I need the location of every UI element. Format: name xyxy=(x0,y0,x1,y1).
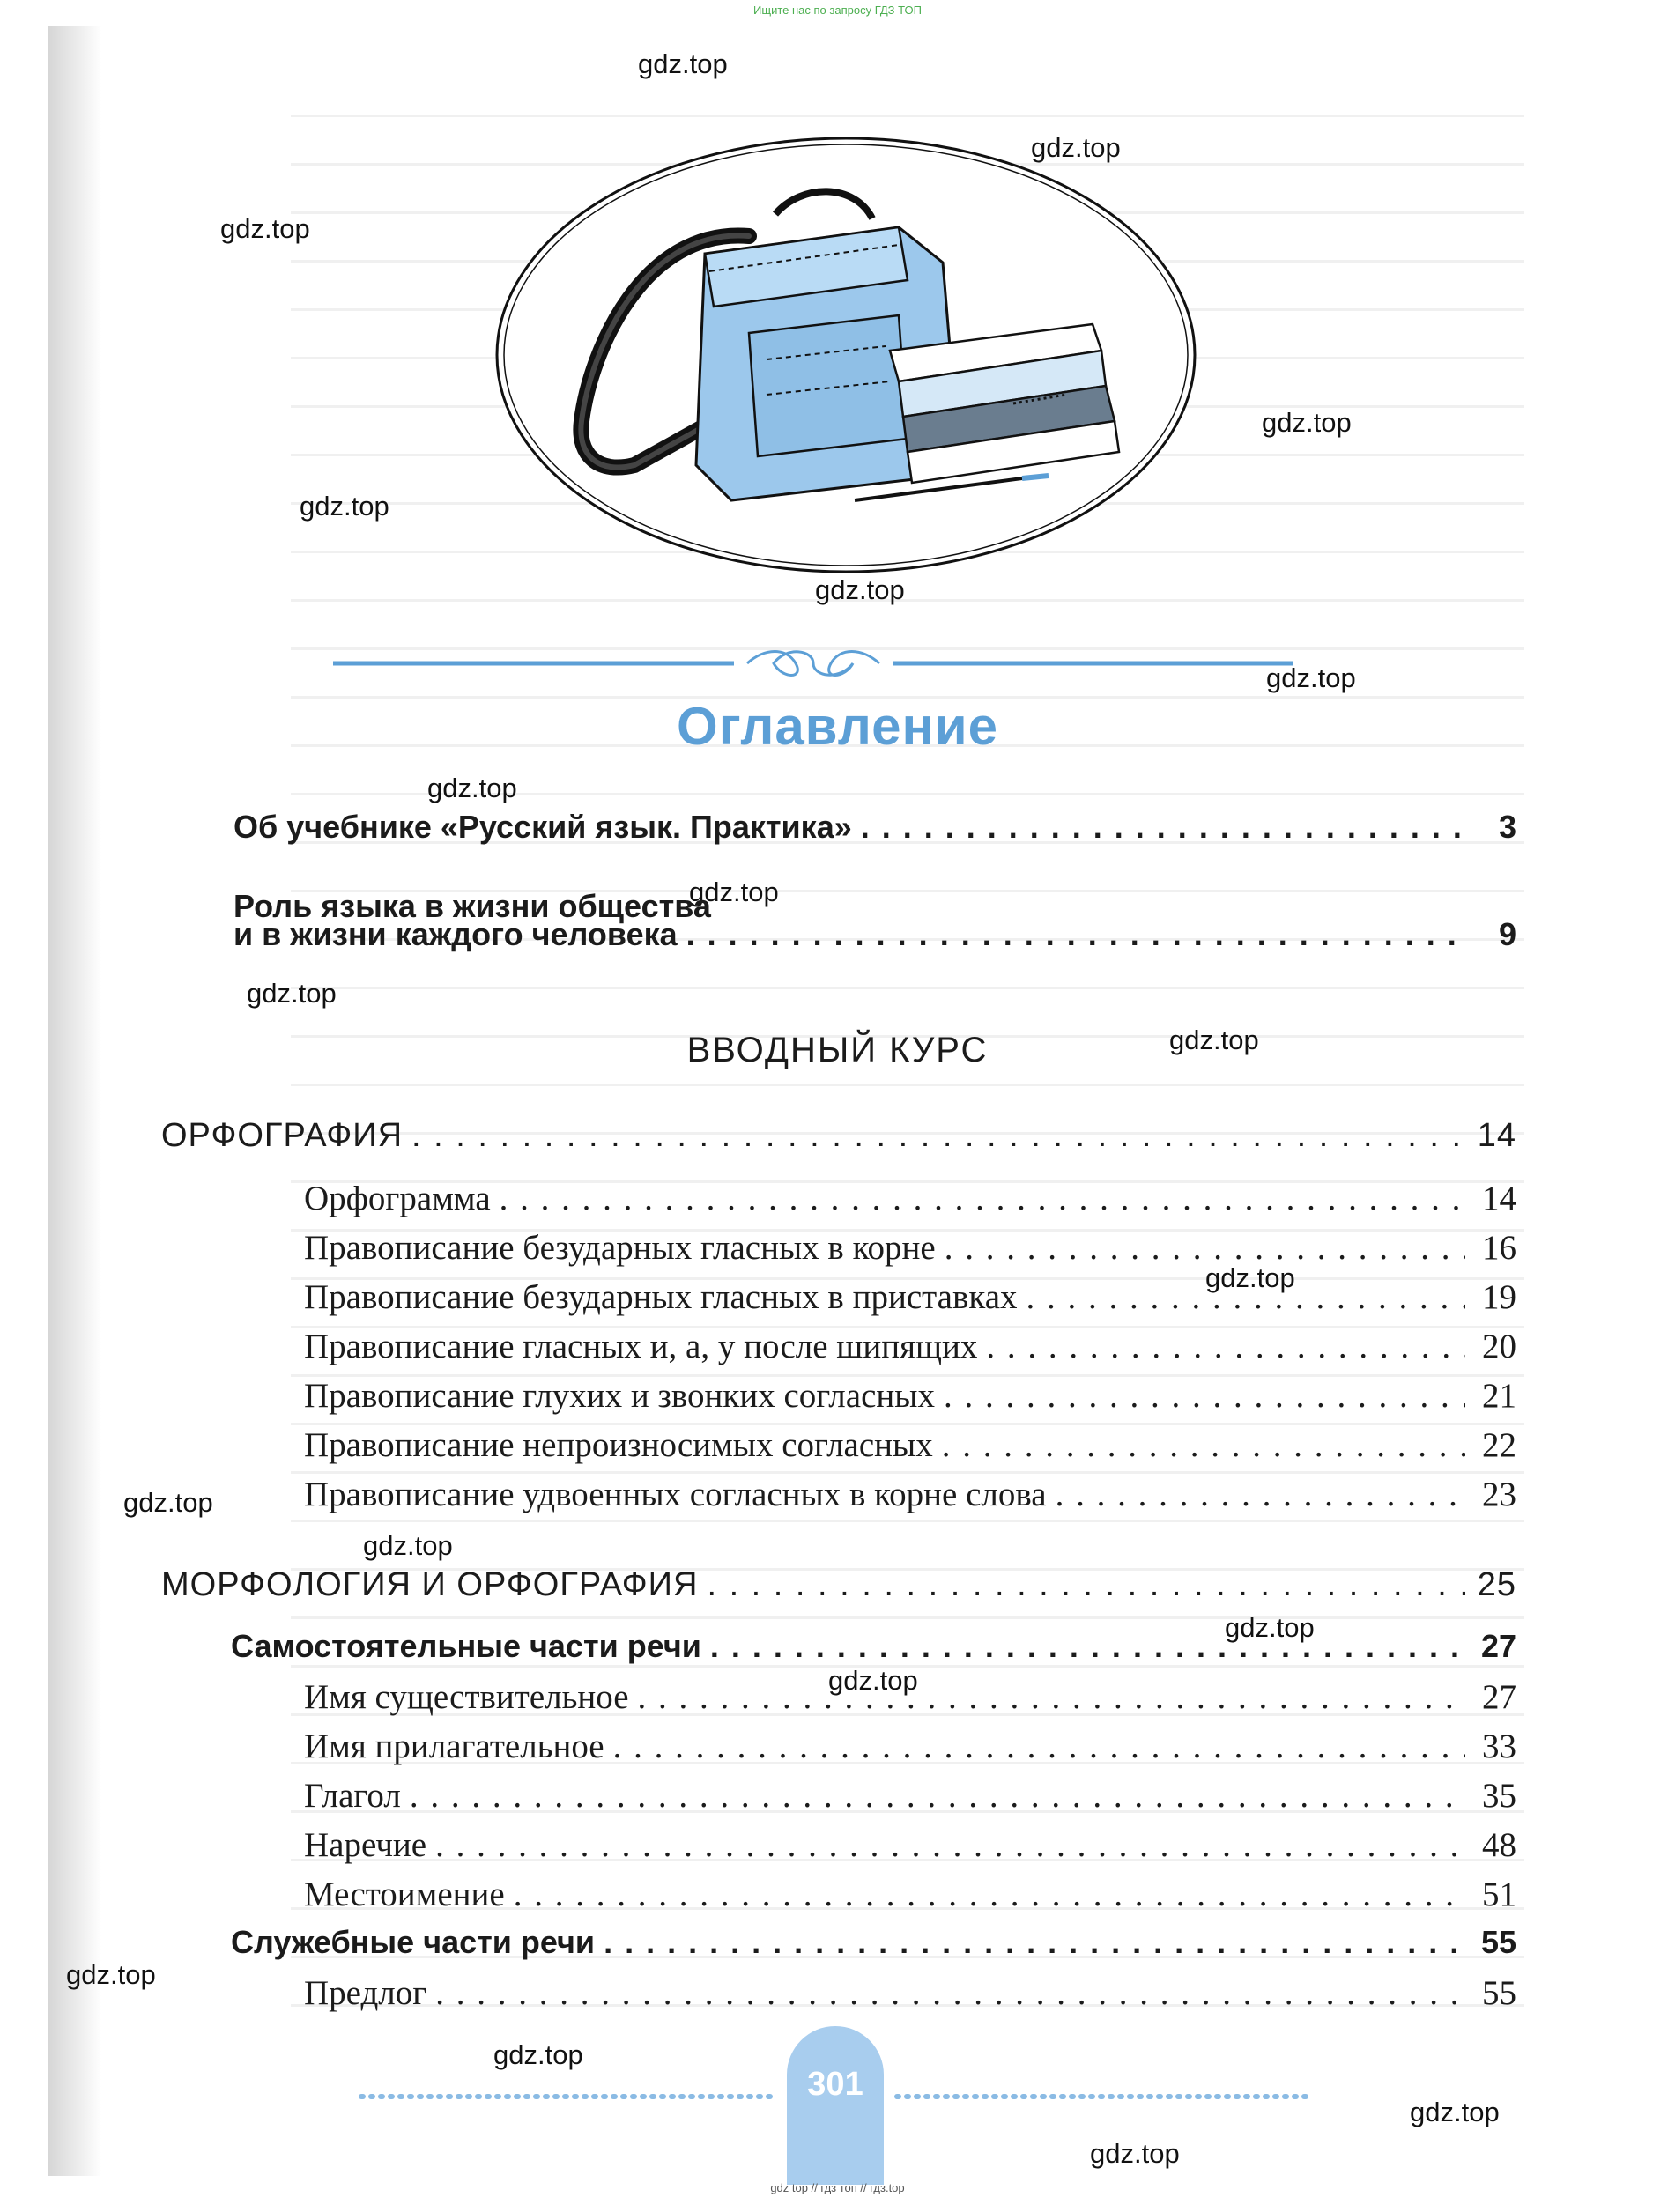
toc-entry-label: Правописание непроизносимых согласных xyxy=(304,1426,933,1464)
toc-entry-page: 35 xyxy=(1482,1777,1516,1815)
toc-title: Оглавление xyxy=(677,697,998,756)
toc-entry-label: Об учебнике «Русский язык. Практика» xyxy=(233,809,852,845)
toc-entry-label: Правописание глухих и звонких согласных xyxy=(304,1377,935,1415)
toc-entry[interactable] xyxy=(304,1277,1516,1317)
dot-leader xyxy=(710,1628,1465,1665)
toc-entry[interactable] xyxy=(304,1425,1516,1465)
section-heading: ВВОДНЫЙ КУРС xyxy=(686,1031,989,1069)
dot-leader xyxy=(410,1776,1465,1816)
watermark: gdz.top xyxy=(427,773,517,803)
toc-entry[interactable] xyxy=(304,1179,1516,1218)
toc-entry-page: 19 xyxy=(1482,1278,1516,1316)
dot-leader xyxy=(861,809,1465,846)
watermark: gdz.top xyxy=(1410,2097,1500,2127)
dot-leader xyxy=(945,1228,1465,1268)
watermark: gdz.top xyxy=(1205,1262,1295,1293)
toc-entry-page: 22 xyxy=(1482,1426,1516,1464)
toc-entry-page: 9 xyxy=(1498,916,1516,952)
toc-entry-page: 48 xyxy=(1482,1826,1516,1864)
dot-leader xyxy=(1056,1475,1465,1514)
backpack-books-illustration xyxy=(485,130,1207,580)
watermark: gdz.top xyxy=(689,877,779,907)
dot-leader xyxy=(707,1566,1465,1604)
toc-entry[interactable] xyxy=(304,1825,1516,1865)
watermark: gdz.top xyxy=(1031,132,1121,163)
toc-entry-label: Наречие xyxy=(304,1826,427,1864)
toc-entry[interactable] xyxy=(304,1727,1516,1766)
toc-entry-page: 3 xyxy=(1498,809,1516,845)
toc-entry-page: 51 xyxy=(1482,1875,1516,1913)
watermark: gdz.top xyxy=(220,213,310,244)
watermark: gdz.top xyxy=(1090,2138,1180,2169)
watermark: gdz.top xyxy=(1169,1025,1259,1055)
toc-entry-label-line1: Роль языка в жизни общества xyxy=(233,888,711,924)
toc-entry-page: 33 xyxy=(1482,1727,1516,1765)
toc-entry-label: Самостоятельные части речи xyxy=(231,1628,701,1664)
toc-entry-page: 55 xyxy=(1480,1924,1516,1960)
dot-leader xyxy=(613,1727,1465,1766)
toc-entry-label: Правописание безударных гласных в приставках xyxy=(304,1278,1018,1316)
toc-entry-page: 16 xyxy=(1482,1229,1516,1267)
toc-subheading[interactable] xyxy=(231,1628,1516,1665)
toc-entry-label-line2: и в жизни каждого человека xyxy=(233,916,678,952)
dot-leader xyxy=(638,1677,1465,1717)
decorative-divider xyxy=(333,646,1293,681)
toc-entry-label: ОРФОГРАФИЯ xyxy=(161,1117,404,1154)
toc-entry-page: 27 xyxy=(1480,1628,1516,1664)
watermark: gdz.top xyxy=(828,1665,918,1696)
toc-subheading[interactable] xyxy=(231,1924,1516,1961)
toc-entry-page: 20 xyxy=(1482,1328,1516,1365)
dot-leader xyxy=(604,1924,1465,1961)
dot-leader xyxy=(686,916,1465,953)
book-spine-shadow xyxy=(48,26,101,2176)
dot-leader xyxy=(986,1327,1465,1366)
toc-entry[interactable] xyxy=(304,1475,1516,1514)
dot-leader xyxy=(500,1179,1465,1218)
toc-entry-label: Предлог xyxy=(304,1974,427,2012)
toc-entry-label: Орфограмма xyxy=(304,1180,491,1217)
dot-leader xyxy=(942,1425,1465,1465)
toc-part-heading[interactable] xyxy=(161,1566,1516,1604)
toc-entry-page: 14 xyxy=(1477,1117,1516,1154)
dot-leader xyxy=(514,1875,1465,1914)
watermark: gdz.top xyxy=(247,978,337,1009)
toc-entry[interactable] xyxy=(304,1327,1516,1366)
watermark: gdz.top xyxy=(123,1487,213,1518)
toc-entry-page: 25 xyxy=(1477,1566,1516,1603)
toc-entry-page: 27 xyxy=(1482,1678,1516,1716)
toc-entry[interactable] xyxy=(304,1376,1516,1416)
page-number-tab xyxy=(787,2026,884,2185)
dot-leader xyxy=(411,1117,1465,1155)
toc-entry-page: 23 xyxy=(1482,1476,1516,1513)
toc-entry-label: Служебные части речи xyxy=(231,1924,596,1960)
toc-entry[interactable] xyxy=(304,1875,1516,1914)
page-number: 301 xyxy=(807,2066,863,2103)
toc-entry[interactable] xyxy=(304,1973,1516,2013)
header-note: Ищите нас по запросу ГДЗ ТОП xyxy=(753,4,922,17)
toc-entry[interactable] xyxy=(233,916,1516,953)
toc-entry[interactable] xyxy=(304,1228,1516,1268)
watermark: gdz.top xyxy=(1262,407,1352,438)
toc-entry[interactable] xyxy=(233,809,1516,846)
toc-entry-label: Имя прилагательное xyxy=(304,1727,604,1765)
toc-entry-label: Правописание безударных гласных в корне xyxy=(304,1229,936,1267)
toc-entry[interactable] xyxy=(304,1677,1516,1717)
toc-entry-page: 21 xyxy=(1482,1377,1516,1415)
watermark: gdz.top xyxy=(638,48,728,79)
toc-entry-page: 55 xyxy=(1482,1974,1516,2012)
toc-entry[interactable] xyxy=(304,1776,1516,1816)
dot-leader xyxy=(435,1825,1465,1865)
watermark: gdz.top xyxy=(66,1959,156,1990)
watermark: gdz.top xyxy=(363,1530,453,1561)
toc-entry-label: МОРФОЛОГИЯ И ОРФОГРАФИЯ xyxy=(161,1566,699,1603)
toc-part-heading[interactable] xyxy=(161,1117,1516,1155)
watermark: gdz.top xyxy=(1266,662,1356,693)
dot-leader xyxy=(435,1973,1465,2013)
toc-entry-label: Глагол xyxy=(304,1777,401,1815)
toc-entry-label: Местоимение xyxy=(304,1875,505,1913)
toc-entry-label: Правописание удвоенных согласных в корне слова xyxy=(304,1476,1047,1513)
watermark: gdz.top xyxy=(300,491,389,522)
watermark: gdz.top xyxy=(493,2039,583,2070)
watermark: gdz.top xyxy=(815,574,905,605)
toc-entry-label: Имя существительное xyxy=(304,1678,629,1716)
footer-note: gdz top // гдз топ // гдз.top xyxy=(770,2181,905,2194)
toc-entry-page: 14 xyxy=(1482,1180,1516,1217)
watermark: gdz.top xyxy=(1225,1612,1315,1643)
dot-leader xyxy=(944,1376,1465,1416)
toc-entry-label: Правописание гласных и, а, у после шипящих xyxy=(304,1328,978,1365)
dot-leader xyxy=(1026,1277,1465,1317)
